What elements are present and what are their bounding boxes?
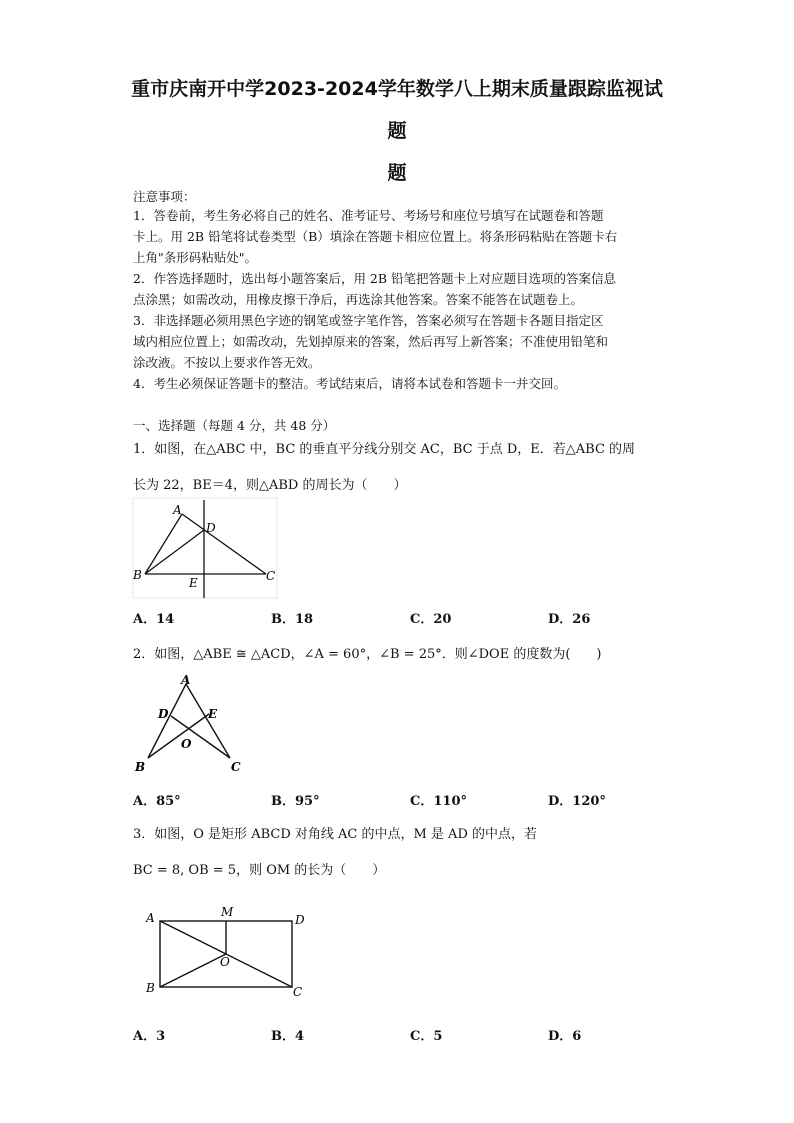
option-b: B．95° [271, 794, 320, 809]
label-a: A [146, 911, 155, 925]
label-a: A [181, 673, 191, 687]
option-b: B．18 [271, 612, 314, 627]
exam-title: 重市庆南开中学2023-2024学年数学八上期末质量跟踪监视试 [131, 78, 663, 100]
question-1-text [133, 432, 663, 504]
label-o: O [181, 737, 192, 751]
question-line: 3．如图，O 是矩形 ABCD 对角线 AC 的中点，M 是 AD 的中点，若 [133, 827, 537, 842]
label-b: B [133, 568, 142, 582]
option-d: D．26 [548, 612, 591, 627]
section-heading: 一、选择题（每题 4 分，共 48 分） [133, 418, 336, 433]
label-m: M [221, 905, 234, 919]
option-c: C．20 [410, 612, 452, 627]
option-c: C．110° [410, 794, 467, 809]
segment-cd [171, 716, 230, 758]
question-3-figure [140, 900, 320, 1004]
notice-line: 1．答卷前，考生务必将自己的姓名、准考证号、考场号和座位号填写在试题卷和答题 [133, 208, 604, 223]
label-b: B [146, 981, 155, 995]
exam-subtitle: 题 [387, 162, 407, 184]
notice-item-4 [133, 373, 663, 394]
notice-line: 卡上。用 2B 铅笔将试卷类型（B）填涂在答题卡相应位置上。将条形码粘贴在答题卡右 [133, 229, 618, 244]
option-a: A．14 [133, 612, 175, 627]
question-1-figure [130, 496, 280, 600]
notice-line: 上角"条形码粘贴处"。 [133, 250, 257, 265]
segment-bd [145, 530, 204, 574]
exam-title-continued: 题 [387, 120, 407, 142]
segment-bo [160, 954, 226, 987]
option-d: D．120° [548, 794, 606, 809]
option-a: A．85° [133, 794, 181, 809]
notice-line: 4．考生必须保证答题卡的整洁。考试结束后，请将本试卷和答题卡一并交回。 [133, 376, 566, 391]
notice-item-3 [133, 310, 663, 373]
question-line: BC = 8, OB = 5，则 OM 的长为（ ） [133, 863, 386, 878]
notice-line: 3．非选择题必须用黑色字迹的钢笔或签字笔作答，答案必须写在答题卡各题目指定区 [133, 313, 604, 328]
notice-line: 域内相应位置上；如需改动，先划掉原来的答案，然后再写上新答案；不准使用铅笔和 [133, 334, 609, 349]
figure-border [133, 498, 277, 598]
segment-ac [182, 514, 266, 574]
option-d: D．6 [548, 1029, 582, 1044]
segment-ab [145, 514, 182, 574]
question-line: 2．如图，△ABE ≅ △ACD，∠A = 60°，∠B = 25°．则∠DOE 的度数为( ) [133, 647, 602, 662]
label-c: C [293, 985, 303, 999]
question-2-text [133, 637, 663, 673]
label-o: O [220, 955, 230, 969]
label-e: E [208, 707, 218, 721]
notice-item-2 [133, 268, 663, 310]
question-2-figure [130, 672, 250, 776]
label-c: C [231, 760, 241, 774]
segment-ac [186, 684, 230, 758]
notice-line: 点涂黑；如需改动，用橡皮擦干净后，再选涂其他答案。答案不能答在试题卷上。 [133, 292, 584, 307]
question-line: 1．如图，在△ABC 中，BC 的垂直平分线分别交 AC，BC 于点 D，E．若△ABC 的周 [133, 442, 636, 457]
notice-heading: 注意事项： [133, 189, 196, 204]
label-d: D [158, 707, 169, 721]
notice-line: 涂改液。不按以上要求作答无效。 [133, 355, 321, 370]
label-d: D [206, 521, 216, 535]
label-d: D [295, 913, 305, 927]
label-a: A [173, 503, 182, 517]
option-b: B．4 [271, 1029, 305, 1044]
option-c: C．5 [410, 1029, 443, 1044]
notice-line: 2．作答选择题时，选出每小题答案后，用 2B 铅笔把答题卡上对应题目选项的答案信息 [133, 271, 617, 286]
option-a: A．3 [133, 1029, 166, 1044]
notice-item-1 [133, 205, 663, 268]
question-line: 长为 22，BE＝4，则△ABD 的周长为（ ） [133, 478, 407, 493]
label-b: B [135, 760, 146, 774]
label-e: E [189, 576, 198, 590]
question-3-text [133, 817, 663, 889]
label-c: C [266, 569, 276, 583]
